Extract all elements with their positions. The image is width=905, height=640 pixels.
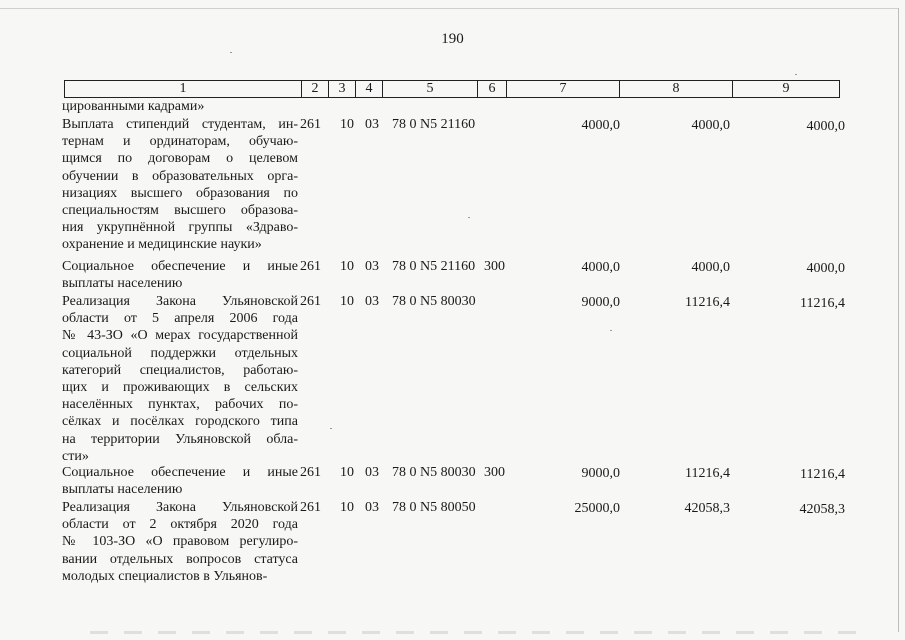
scan-speck: [468, 217, 470, 218]
cell-col-2: 261: [300, 117, 321, 132]
column-header-1: 1: [65, 81, 302, 98]
cell-col-7: 4000,0: [581, 118, 620, 133]
column-header-4: 4: [356, 81, 383, 98]
cell-col-8: 4000,0: [691, 118, 730, 133]
text-line: выплаты населению: [62, 276, 183, 292]
scan-speck: [610, 330, 612, 331]
cell-col-4: 03: [365, 117, 379, 132]
cell-col-8: 11216,4: [685, 466, 730, 481]
text-line: области от 5 апреля 2006 года: [62, 311, 298, 327]
cell-col-3: 10: [340, 259, 354, 274]
cell-col-2: 261: [300, 465, 321, 480]
cell-col-3: 10: [340, 500, 354, 515]
scan-speck: [795, 74, 797, 75]
text-line: Социальное обеспечение и иные: [62, 259, 298, 274]
text-line: категорий специалистов, работаю-: [62, 362, 298, 378]
cell-col-5: 78 0 N5 21160: [392, 259, 476, 274]
cell-col-4: 03: [365, 465, 379, 480]
text-line: Реализация Закона Ульяновской: [62, 500, 298, 515]
text-line: выплаты населению: [62, 482, 183, 498]
page-top-edge: [0, 8, 899, 9]
text-line: охранение и медицинские науки»: [62, 237, 262, 253]
column-header-2: 2: [302, 81, 329, 98]
text-line: социальной поддержки отдельных: [62, 345, 298, 361]
column-header-3: 3: [329, 81, 356, 98]
column-header-5: 5: [383, 81, 478, 98]
cell-col-9: 11216,4: [800, 467, 845, 482]
text-line: специальностям высшего образова-: [62, 203, 298, 219]
text-line: № 43-ЗО «О мерах государственной: [62, 328, 298, 344]
cell-col-9: 4000,0: [806, 261, 845, 276]
text-line: населённых пунктах, рабочих по-: [62, 397, 298, 413]
cell-col-8: 4000,0: [691, 260, 730, 275]
cell-col-4: 03: [365, 294, 379, 309]
text-line: тернам и ординаторам, обучаю-: [62, 134, 298, 150]
column-header-7: 7: [507, 81, 620, 98]
cell-col-2: 261: [300, 294, 321, 309]
text-line: низациях высшего образования по: [62, 185, 298, 201]
cell-col-5: 78 0 N5 21160: [392, 117, 476, 132]
scan-speck: [330, 428, 332, 429]
column-header-6: 6: [478, 81, 507, 98]
cell-col-3: 10: [340, 294, 354, 309]
cell-col-7: 9000,0: [581, 295, 620, 310]
text-line: сёлках и посёлках городского типа: [62, 414, 298, 430]
text-line: Выплата стипендий студентам, ин-: [62, 117, 298, 132]
cell-col-9: 11216,4: [800, 296, 845, 311]
cell-col-4: 03: [365, 500, 379, 515]
cell-col-3: 10: [340, 465, 354, 480]
scan-speck: [230, 52, 232, 53]
carry-over-text: [62, 98, 298, 115]
text-line: Социальное обеспечение и иные: [62, 465, 298, 480]
row-description: [62, 293, 298, 465]
text-line: сти»: [62, 448, 89, 464]
cell-col-7: 4000,0: [581, 260, 620, 275]
cell-col-9: 4000,0: [806, 119, 845, 134]
row-description: [62, 499, 298, 585]
cell-col-2: 261: [300, 500, 321, 515]
row-description: [62, 464, 298, 498]
text-line: цированными кадрами»: [62, 99, 205, 114]
text-line: щимся по договорам о целевом: [62, 151, 298, 167]
column-header-8: 8: [620, 81, 733, 98]
row-description: [62, 116, 298, 254]
text-line: ния укрупнённой группы «Здраво-: [62, 220, 298, 236]
cell-col-2: 261: [300, 259, 321, 274]
scan-artifact: [90, 631, 870, 634]
cell-col-7: 25000,0: [574, 501, 620, 516]
text-line: щих и проживающих в сельских: [62, 380, 298, 396]
page-right-edge: [898, 8, 899, 632]
page-number: 190: [441, 31, 464, 47]
cell-col-6: 300: [484, 259, 505, 274]
column-header-table: [64, 80, 840, 98]
text-line: на территории Ульяновской обла-: [62, 431, 298, 447]
cell-col-7: 9000,0: [581, 466, 620, 481]
text-line: вании отдельных вопросов статуса: [62, 551, 298, 567]
cell-col-8: 11216,4: [685, 295, 730, 310]
text-line: области от 2 октября 2020 года: [62, 517, 298, 533]
cell-col-5: 78 0 N5 80030: [392, 465, 476, 480]
cell-col-6: 300: [484, 465, 505, 480]
text-line: обучении в образовательных орга-: [62, 168, 298, 184]
cell-col-5: 78 0 N5 80050: [392, 500, 476, 515]
cell-col-3: 10: [340, 117, 354, 132]
text-line: молодых специалистов в Ульянов-: [62, 568, 268, 584]
cell-col-9: 42058,3: [799, 502, 845, 517]
cell-col-8: 42058,3: [684, 501, 730, 516]
text-line: Реализация Закона Ульяновской: [62, 294, 298, 309]
cell-col-4: 03: [365, 259, 379, 274]
column-header-9: 9: [733, 81, 840, 98]
cell-col-5: 78 0 N5 80030: [392, 294, 476, 309]
row-description: [62, 258, 298, 292]
text-line: № 103-ЗО «О правовом регулиро-: [62, 534, 298, 550]
